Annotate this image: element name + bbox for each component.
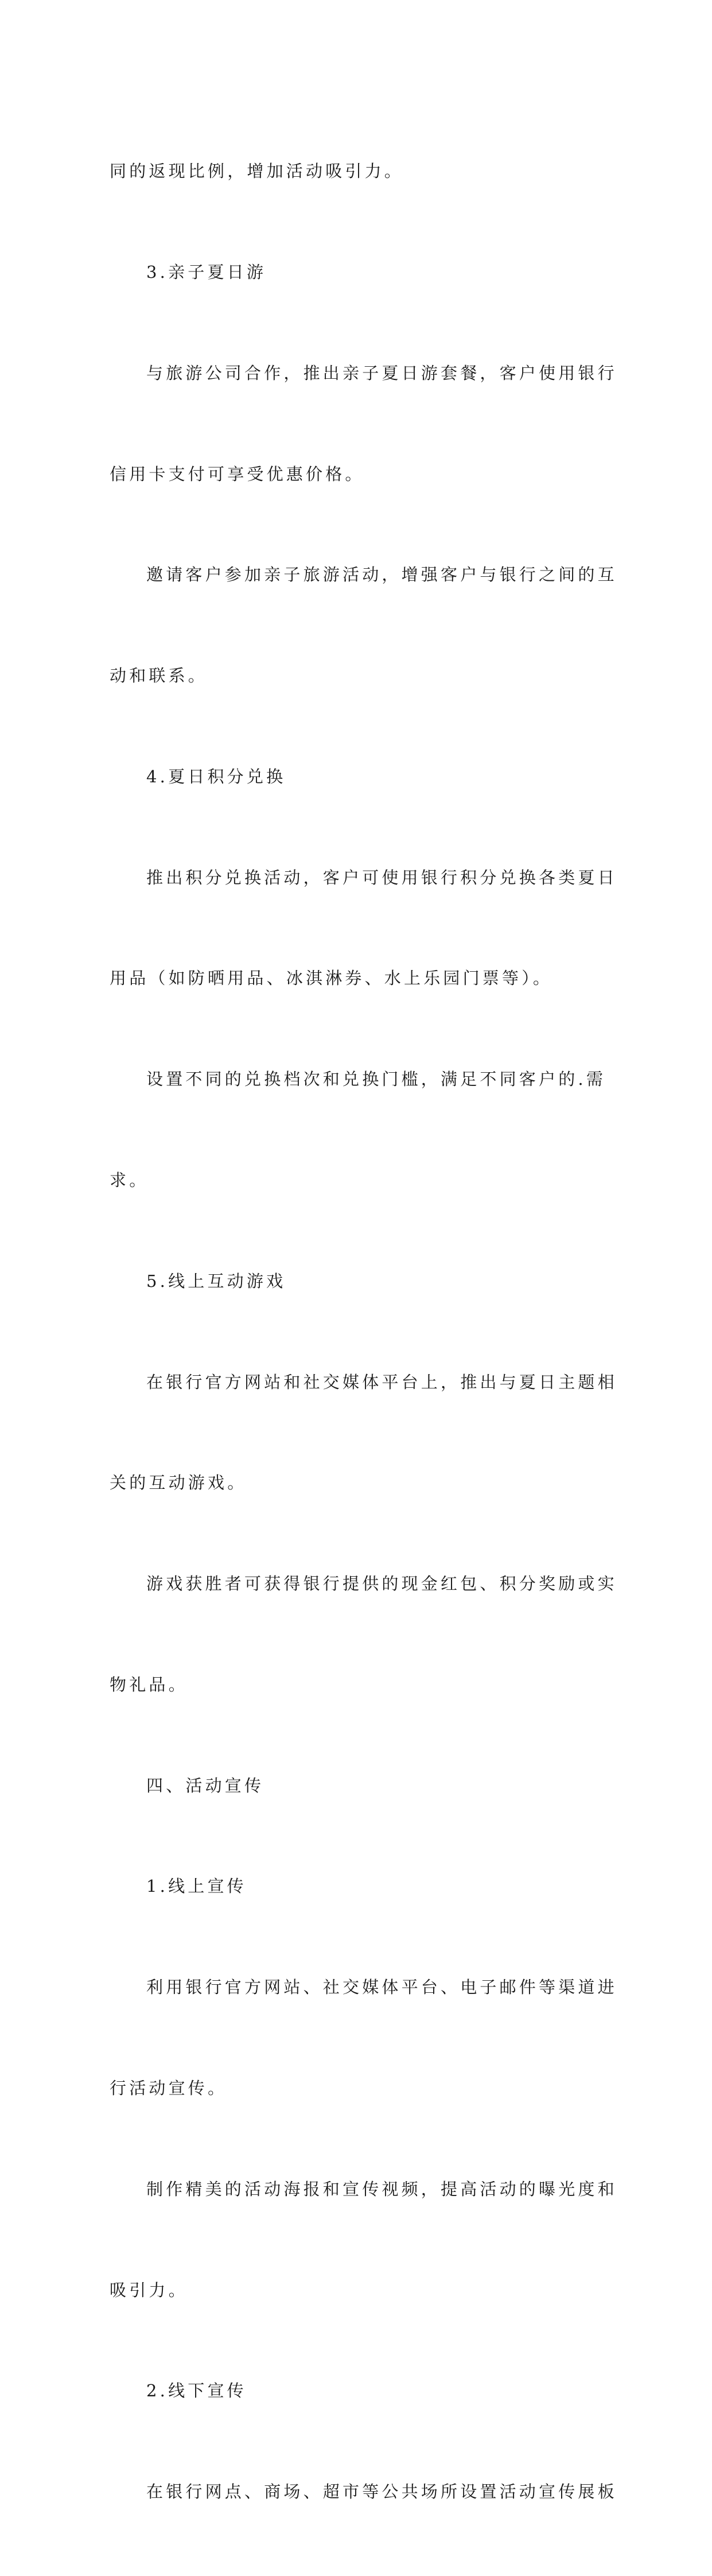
document-page (110, 87, 617, 2576)
section-heading: 5.线上互动游戏 (146, 1271, 286, 1291)
section-heading: 1.线上宣传 (146, 1876, 247, 1896)
section-heading: 3.亲子夏日游 (146, 262, 267, 282)
document-body (110, 87, 617, 2576)
text-line: 与旅游公司合作，推出亲子夏日游套餐，客户使用银行 (146, 363, 617, 383)
text-line: 同的返现比例，增加活动吸引力。 (110, 161, 404, 181)
text-line: 制作精美的活动海报和宣传视频，提高活动的曝光度和 (146, 2179, 617, 2199)
text-line: 邀请客户参加亲子旅游活动，增强客户与银行之间的互 (146, 565, 617, 585)
text-line: 在银行官方网站和社交媒体平台上，推出与夏日主题相 (146, 1372, 617, 1392)
text-line: 用品（如防晒用品、冰淇淋券、水上乐园门票等）。 (110, 968, 553, 988)
text-line: 在银行网点、商场、超市等公共场所设置活动宣传展板 (146, 2482, 617, 2502)
text-line: 推出积分兑换活动，客户可使用银行积分兑换各类夏日 (146, 867, 617, 887)
text-line: 物礼品。 (110, 1674, 188, 1694)
text-line: 设置不同的兑换档次和兑换门槛，满足不同客户的.需 (146, 1069, 606, 1089)
section-heading: 2.线下宣传 (146, 2381, 247, 2401)
text-line: 信用卡支付可享受优惠价格。 (110, 464, 365, 484)
text-line: 求。 (110, 1170, 149, 1190)
section-heading: 4.夏日积分兑换 (146, 766, 286, 786)
text-line: 动和联系。 (110, 666, 208, 686)
text-line: 吸引力。 (110, 2280, 188, 2300)
text-line: 行活动宣传。 (110, 2078, 228, 2098)
text-line: 游戏获胜者可获得银行提供的现金红包、积分奖励或实 (146, 1574, 617, 1594)
text-line: 利用银行官方网站、社交媒体平台、电子邮件等渠道进 (146, 1977, 617, 1997)
section-heading: 四、活动宣传 (146, 1775, 264, 1795)
text-line: 关的互动游戏。 (110, 1473, 247, 1493)
